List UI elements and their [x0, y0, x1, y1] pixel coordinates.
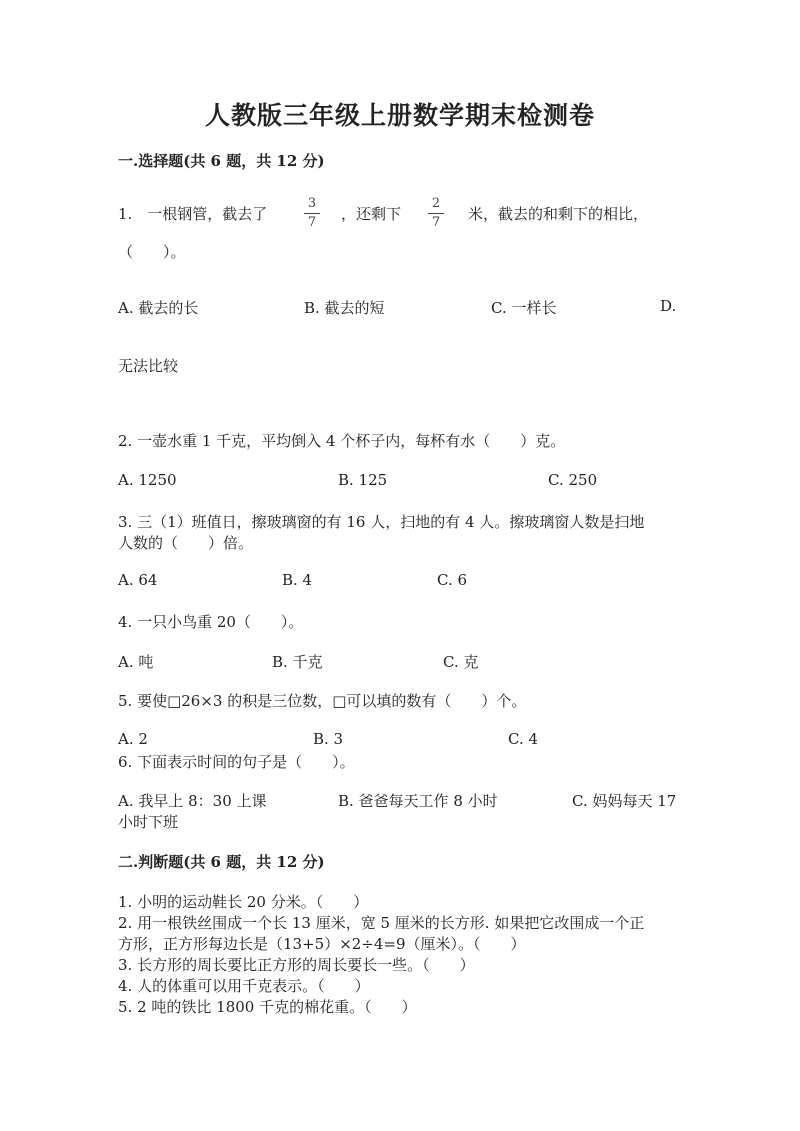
question-1-text-b: ，还剩下: [341, 205, 402, 223]
question-5-option-a: A. 2: [118, 730, 148, 748]
question-5-option-c: C. 4: [508, 730, 539, 748]
question-5-option-b: B. 3: [313, 730, 344, 748]
question-2-option-b: B. 125: [338, 471, 388, 489]
question-6-option-b: B. 爸爸每天工作 8 小时: [338, 792, 498, 810]
judge-item-3: 3. 长方形的周长要比正方形的周长要长一些。（ ）: [118, 956, 475, 974]
judge-item-2-line-2: 方形，正方形每边长是（13+5）×2÷4=9（厘米）。（ ）: [118, 935, 526, 953]
question-1-text-c: 米，截去的和剩下的相比，: [468, 205, 649, 223]
fraction-numerator: 2: [431, 196, 441, 211]
question-6-stem: 6. 下面表示时间的句子是（ ）。: [118, 753, 355, 771]
question-1-answer-blank: （ ）。: [118, 243, 186, 261]
question-4-stem: 4. 一只小鸟重 20（ ）。: [118, 613, 304, 631]
page-title: 人教版三年级上册数学期末检测卷: [204, 101, 595, 130]
judge-item-2-line-1: 2. 用一根铁丝围成一个长 13 厘米，宽 5 厘米的长方形. 如果把它改围成一个正: [118, 914, 645, 932]
question-6-option-c-cont: 小时下班: [118, 813, 179, 831]
fraction-2-7: [428, 197, 444, 230]
fraction-denominator: 7: [307, 215, 317, 230]
fraction-denominator: 7: [431, 215, 441, 230]
question-3-stem-line-2: 人数的（ ）倍。: [118, 534, 254, 552]
question-3-option-a: A. 64: [118, 571, 158, 589]
question-1-option-a: A. 截去的长: [118, 299, 199, 317]
section-heading-choice: 一.选择题(共 6 题，共 12 分): [118, 152, 325, 170]
judge-item-4: 4. 人的体重可以用千克表示。（ ）: [118, 977, 370, 995]
judge-item-1: 1. 小明的运动鞋长 20 分米。（ ）: [118, 893, 369, 911]
question-1-text-a: 1. 一根钢管，截去了: [118, 205, 268, 223]
question-4-option-a: A. 吨: [118, 653, 154, 671]
question-1-option-c: C. 一样长: [491, 299, 557, 317]
question-5-stem: 5. 要使□26×3 的积是三位数，□可以填的数有（ ）个。: [118, 692, 527, 710]
question-2-option-c: C. 250: [548, 471, 598, 489]
question-2-stem: 2. 一壶水重 1 千克，平均倒入 4 个杯子内，每杯有水（ ）克。: [118, 432, 566, 450]
question-1-option-b: B. 截去的短: [304, 299, 385, 317]
question-2-option-a: A. 1250: [118, 471, 177, 489]
question-6-option-a: A. 我早上 8：30 上课: [118, 792, 267, 810]
judge-item-5: 5. 2 吨的铁比 1800 千克的棉花重。（ ）: [118, 998, 417, 1016]
question-1-option-d-text: 无法比较: [118, 357, 179, 375]
question-3-stem-line-1: 3. 三（1）班值日，擦玻璃窗的有 16 人，扫地的有 4 人。擦玻璃窗人数是扫地: [118, 513, 645, 531]
question-1-option-d: D.: [660, 297, 677, 315]
question-4-option-c: C. 克: [443, 653, 479, 671]
question-4-option-b: B. 千克: [272, 653, 323, 671]
fraction-3-7: [304, 197, 320, 230]
question-3-option-b: B. 4: [282, 571, 313, 589]
question-6-option-c: C. 妈妈每天 17: [572, 792, 677, 810]
fraction-bar: [304, 213, 320, 214]
question-3-option-c: C. 6: [437, 571, 468, 589]
fraction-numerator: 3: [307, 196, 317, 211]
section-heading-judge: 二.判断题(共 6 题，共 12 分): [118, 853, 325, 871]
fraction-bar: [428, 213, 444, 214]
